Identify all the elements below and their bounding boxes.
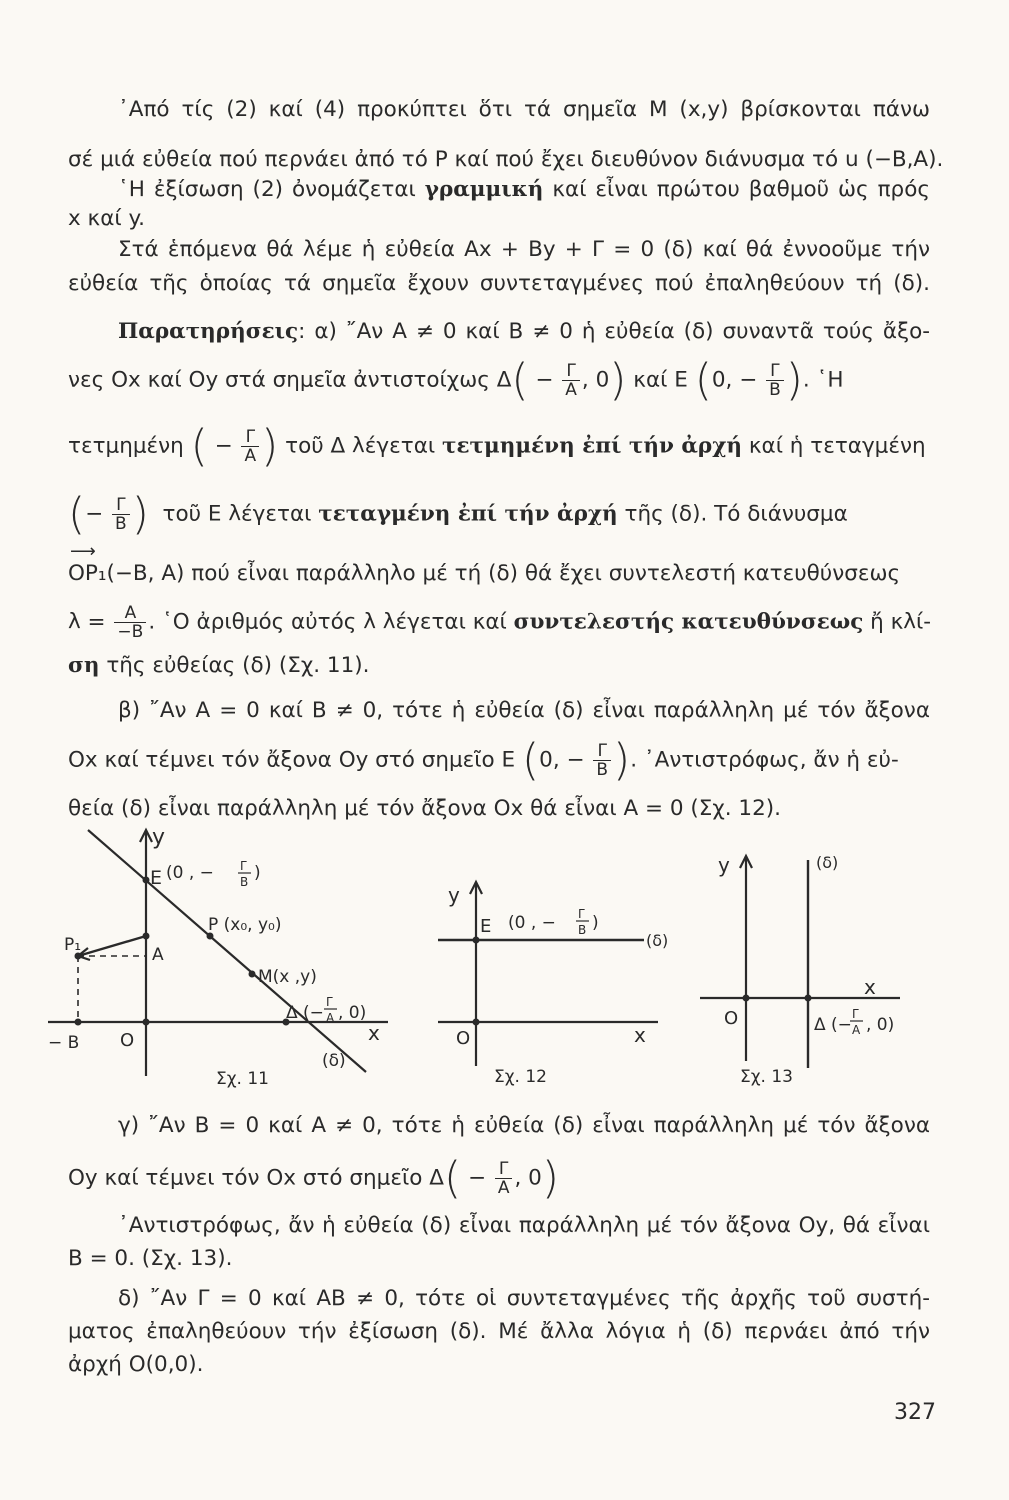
- remarks-title: Παρατηρήσεις: [118, 319, 299, 344]
- text-span: : α) ῎Αν Α ≠ 0 καί Β ≠ 0 ἡ εὐθεία (δ) συναντᾶ τούς ἄξο-: [298, 319, 930, 344]
- text-line: Στά ἑπόμενα θά λέμε ἡ εὐθεία Αx + By + Γ = 0 (δ) καί θά ἐννοοῦμε τήν: [118, 237, 930, 262]
- text-line: ματος ἐπαληθεύουν τήν ἐξίσωση (δ). Μέ ἄλλα λόγια ἡ (δ) περνάει ἀπό τήν: [68, 1319, 930, 1344]
- bold-term: τετμημένη ἐπί τήν ἀρχή: [441, 433, 743, 459]
- fraction: $\frac{\Gamma}{B}$: [593, 742, 611, 779]
- text-span: καί ἡ τεταγμένη: [748, 433, 926, 459]
- text-line: β) ῎Αν Α = 0 καί Β ≠ 0, τότε ἡ εὐθεία (δ) εἶναι παράλληλη μέ τόν ἄξονα: [118, 698, 930, 723]
- text-line: θεία (δ) εἶναι παράλληλη μέ τόν ἄξονα Οx θά εἶναι Α = 0 (Σχ. 12).: [68, 796, 781, 821]
- caption-fig11: Σχ. 11: [216, 1069, 270, 1088]
- fraction: $\frac{\Gamma}{B}$: [112, 496, 130, 533]
- point-D: [805, 995, 812, 1002]
- text-span: OP₁(−B, A) πού εἶναι παράλληλο μέ τή (δ) θά ἔχει συντελεστή κατευθύνσεως: [68, 561, 901, 586]
- label-x: x: [864, 975, 876, 999]
- text-span: λ =: [68, 609, 106, 635]
- figure-12: [438, 876, 668, 1088]
- bold-term: τεταγμένη ἐπί τήν ἀρχή: [318, 501, 618, 527]
- point-E: [473, 937, 480, 944]
- paren: (: [511, 354, 529, 406]
- frac-num: Γ: [852, 1007, 859, 1021]
- text-line: γ) ῎Αν Β = 0 καί Α ≠ 0, τότε ἡ εὐθεία (δ) εἶναι παράλληλη μέ τόν ἄξονα: [118, 1113, 930, 1138]
- text-span: 0, −: [711, 367, 758, 393]
- label-O: O: [724, 1008, 739, 1029]
- text-line: [118, 176, 930, 204]
- point-O: [473, 1019, 480, 1026]
- text-span: −: [85, 501, 104, 527]
- caption-fig13: Σχ. 13: [740, 1067, 794, 1087]
- label-E: E: [150, 867, 163, 889]
- frac-den: B: [240, 875, 249, 889]
- text-line: εὐθεία τῆς ὁποίας τά σημεῖα ἔχουν συντεταγμένες πού ἐπαληθεύουν τή (δ).: [68, 271, 930, 296]
- text-line: [68, 488, 930, 540]
- frac-den: A: [852, 1023, 861, 1037]
- label-y: y: [152, 826, 166, 850]
- label-P1: P₁: [64, 935, 82, 955]
- text-span: τῆς εὐθείας (δ) (Σχ. 11).: [106, 653, 370, 678]
- paren: ): [613, 734, 631, 786]
- point-A: [143, 933, 150, 940]
- label-y: y: [448, 883, 460, 907]
- text-span: τετμημένη: [68, 433, 184, 459]
- figure-13: [700, 846, 930, 1088]
- label-y: y: [718, 853, 730, 877]
- figure-11: [48, 826, 388, 1088]
- vector-arrow: ⟶: [70, 541, 96, 562]
- frac-num: Γ: [240, 859, 247, 873]
- fraction: $\frac{\Gamma}{A}$: [241, 428, 259, 465]
- label-D: Δ (−: [814, 1015, 852, 1035]
- text-span: τῆς (δ). Τό διάνυσμα: [624, 501, 848, 527]
- bold-term: γραμμική: [424, 177, 544, 202]
- text-line: [68, 354, 930, 406]
- text-span: . ᾽Αντιστρόφως, ἄν ἡ εὐ-: [630, 747, 899, 773]
- paren: ): [785, 354, 803, 406]
- paren: (: [694, 354, 712, 406]
- caption-fig12: Σχ. 12: [494, 1067, 548, 1087]
- text-line: [68, 1152, 930, 1204]
- text-span: Οy καί τέμνει τόν Οx στό σημεῖο Δ: [68, 1165, 444, 1191]
- label-x: x: [634, 1023, 646, 1047]
- label-E-coords: (0 , −: [166, 863, 214, 883]
- label-P: P (x₀, y₀): [208, 915, 282, 935]
- text-span: , 0: [581, 367, 610, 393]
- label-O: O: [120, 1030, 135, 1051]
- point-E: [143, 877, 150, 884]
- text-span: τοῦ Δ λέγεται: [285, 433, 436, 459]
- point-O: [743, 995, 750, 1002]
- fraction: $\frac{\Gamma}{B}$: [766, 362, 784, 399]
- point-minusB: [75, 1019, 82, 1026]
- label-E: E: [480, 916, 492, 937]
- text-line: [68, 734, 930, 786]
- text-line: ᾽Από τίς (2) καί (4) προκύπτει ὅτι τά σημεῖα Μ (x,y) βρίσκονται πάνω: [118, 97, 930, 122]
- label-E-close: ): [592, 913, 599, 933]
- text-line: [118, 318, 930, 346]
- paren: ): [131, 488, 149, 540]
- label-M: M(x ,y): [258, 967, 317, 987]
- frac-den: A: [326, 1011, 335, 1025]
- paren: (: [443, 1152, 462, 1204]
- text-span: ἤ κλί-: [870, 609, 932, 635]
- text-span: καί εἶναι πρώτου βαθμοῦ ὡς πρός: [552, 177, 930, 202]
- label-D: Δ (−: [286, 1003, 324, 1023]
- paren: ): [609, 354, 627, 406]
- text-line: ᾽Αντιστρόφως, ἄν ἡ εὐθεία (δ) εἶναι παράλληλη μέ τόν ἄξονα Οy, θά εἶναι: [118, 1213, 930, 1238]
- text-line: [68, 420, 930, 472]
- label-A: A: [152, 945, 164, 965]
- text-span: −: [467, 1165, 486, 1191]
- label-D-close: , 0): [866, 1015, 895, 1035]
- text-span: . ῾Η: [802, 367, 844, 393]
- page-number: 327: [894, 1400, 936, 1425]
- text-span: −: [214, 433, 233, 459]
- label-E-close: ): [254, 863, 261, 883]
- text-line: ἀρχή Ο(0,0).: [68, 1352, 204, 1377]
- text-span: 0, −: [539, 747, 585, 773]
- label-delta: (δ): [816, 853, 839, 872]
- point-M: [249, 971, 256, 978]
- text-span: , 0: [514, 1165, 542, 1191]
- label-delta: (δ): [646, 931, 668, 950]
- frac-num: Γ: [326, 995, 333, 1009]
- text-span: νες Οx καί Οy στά σημεῖα ἀντιστοίχως Δ: [68, 367, 512, 393]
- text-line: x καί y.: [68, 206, 146, 231]
- label-E-coords: (0 , −: [508, 913, 556, 933]
- frac-num: Γ: [578, 907, 585, 921]
- text-span: τοῦ Ε λέγεται: [162, 501, 312, 527]
- text-span: Οx καί τέμνει τόν ἄξονα Οy στό σημεῖο Ε: [68, 747, 516, 773]
- label-x: x: [368, 1021, 380, 1045]
- text-line: Β = 0. (Σχ. 13).: [68, 1246, 233, 1271]
- point-O: [143, 1019, 150, 1026]
- bold-term: ση: [68, 653, 100, 678]
- text-line: σέ μιά εὐθεία πού περνάει ἀπό τό Ρ καί πού ἔχει διευθύνον διάνυσμα τό u (−Β,Α).: [68, 147, 944, 172]
- label-minusB: − B: [48, 1033, 80, 1053]
- text-line: [68, 604, 930, 641]
- text-line: [68, 652, 930, 680]
- text-line: [68, 541, 930, 588]
- paren: ): [261, 420, 279, 472]
- fraction: $\frac{A}{-B}$: [114, 604, 146, 641]
- text-span: −: [535, 367, 554, 393]
- text-line: δ) ῎Αν Γ = 0 καί ΑΒ ≠ 0, τότε οἱ συντεταγμένες τῆς ἀρχῆς τοῦ συστή-: [118, 1286, 930, 1311]
- fraction: $\frac{\Gamma}{A}$: [562, 362, 580, 399]
- label-delta: (δ): [322, 1051, 346, 1071]
- paren: (: [190, 420, 208, 472]
- frac-den: B: [578, 923, 587, 937]
- paren: ): [541, 1152, 559, 1204]
- fraction: $\frac{\Gamma}{A}$: [495, 1160, 513, 1197]
- text-span: καί Ε: [633, 367, 688, 393]
- paren: (: [521, 734, 540, 786]
- paren: (: [68, 488, 86, 540]
- text-span: ῾Η ἐξίσωση (2) ὀνομάζεται: [118, 177, 416, 202]
- text-span: . ῾Ο ἀριθμός αὐτός λ λέγεται καί: [148, 609, 507, 635]
- bold-term: συντελεστής κατευθύνσεως: [513, 609, 864, 635]
- label-D-close: , 0): [338, 1003, 367, 1023]
- label-O: O: [456, 1028, 471, 1049]
